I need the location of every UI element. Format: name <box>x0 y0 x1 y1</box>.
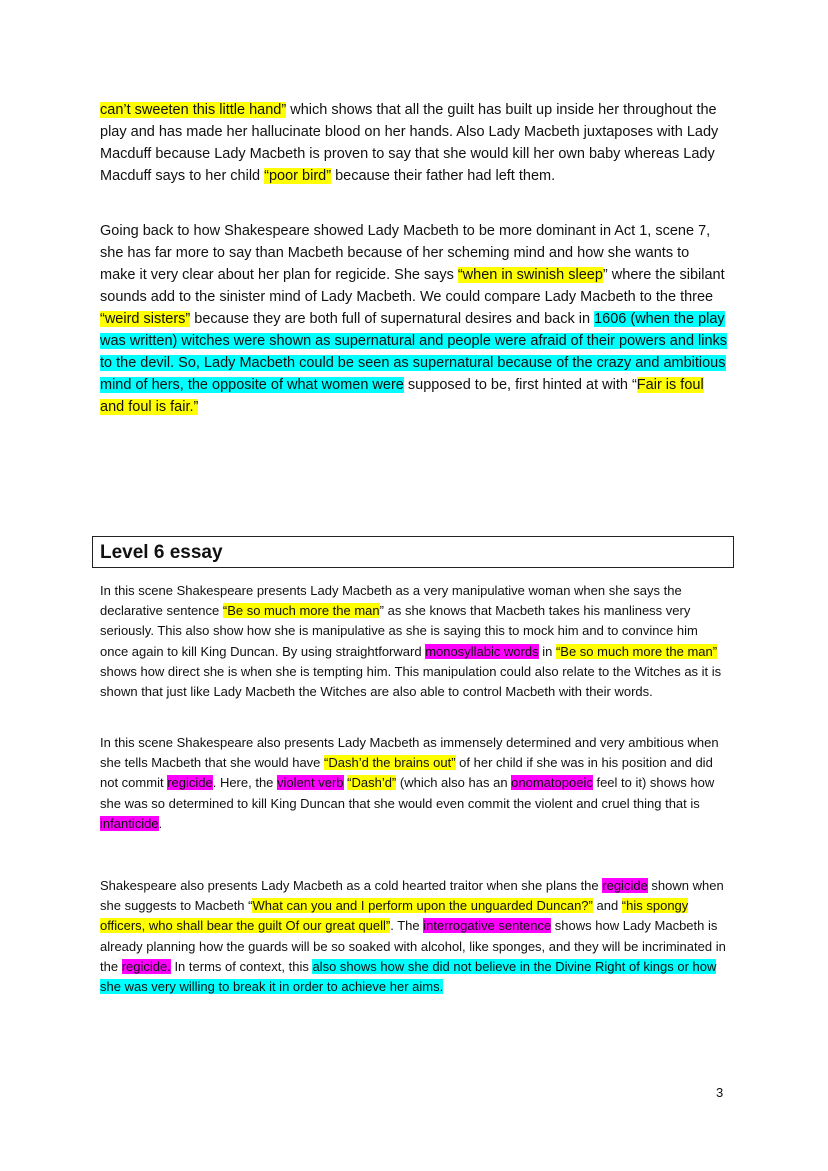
paragraph-text: . <box>158 815 163 831</box>
paragraph-text: of her child if she was in his position and did not commit <box>100 755 713 791</box>
paragraph-text: because their father had left them. <box>331 168 556 184</box>
paragraph-text: . The <box>390 918 424 934</box>
page-number: 3 <box>716 1085 724 1100</box>
quote-highlight: “Be so much more the man <box>222 603 380 619</box>
paragraph-text: and <box>592 898 622 914</box>
paragraph-text: In this scene Shakespeare also presents Lady Macbeth as immensely determined and very ambitious when she tells Macbeth that she would have <box>100 735 719 771</box>
quote-highlight: “weird sisters” <box>100 311 191 327</box>
technique-highlight: violent verb <box>277 775 344 791</box>
section-heading: Level 6 essay <box>100 542 223 563</box>
essay-paragraph-1 <box>100 99 728 187</box>
paragraph-text: in <box>538 643 556 659</box>
paragraph-text: which shows that all the guilt has built up inside her throughout the play and has made her hallucinate blood on her hands. Also Lady Macbeth juxtaposes with Lady Macduff because Lady Macbeth is proven to say that she would kill her own baby whereas Lady Macduff says to her child <box>100 102 719 184</box>
paragraph-text: . Here, the <box>212 775 278 791</box>
paragraph-text: In this scene Shakespeare presents Lady Macbeth as a very manipulative woman when she says the declarative sentence <box>100 583 682 619</box>
quote-highlight: can’t sweeten this little hand” <box>100 102 287 118</box>
quote-highlight: “when in swinish sleep <box>457 267 603 283</box>
quote-highlight: “Dash’d the brains out” <box>324 755 456 771</box>
level6-paragraph-3 <box>100 876 728 997</box>
technique-highlight: regicide <box>167 775 213 791</box>
quote-highlight: “his spongy officers, who shall bear the guilt Of our great quell” <box>100 898 689 934</box>
quote-highlight: Fair is foul and foul is fair.” <box>100 377 704 415</box>
paragraph-text: shown when she suggests to Macbeth “ <box>100 878 724 914</box>
level6-paragraph-2 <box>100 733 728 834</box>
paragraph-text: Shakespeare also presents Lady Macbeth as a cold hearted traitor when she plans the <box>100 878 603 893</box>
essay-paragraph-2 <box>100 220 728 418</box>
paragraph-text: ” as she knows that Macbeth takes his manliness very seriously. This also show how she is manipulative as she is saying this to mock him and to convince him once again to kill King Duncan. By using straightforward <box>100 603 698 659</box>
paragraph-text: shows how direct she is when she is tempting him. This manipulation could also relate to the Witches as it is shown that just like Lady Macbeth the Witches are also able to control Macbeth with their words. <box>100 663 722 700</box>
paragraph-text: In terms of context, this <box>170 958 313 974</box>
paragraph-text: shows how Lady Macbeth is already planning how the guards will be so soaked with alcohol, like sponges, and they will be incriminated in the <box>100 918 726 974</box>
paragraph-text: supposed to be, first hinted at with “ <box>403 377 637 393</box>
paragraph-text: feel to it) shows how she was so determined to kill King Duncan that she would even commit the violent and cruel thing that is <box>100 775 715 811</box>
paragraph-text: ” where the sibilant sounds add to the sinister mind of Lady Macbeth. We could compare Lady Macbeth to the three <box>100 267 725 305</box>
quote-highlight: What can you and I perform upon the unguarded Duncan?” <box>252 898 593 914</box>
context-highlight: also shows how she did not believe in the Divine Right of kings or how she was very willing to break it in order to achieve her aims. <box>100 958 717 995</box>
technique-highlight: infanticide <box>100 815 159 831</box>
section-heading-box <box>92 536 734 568</box>
technique-highlight: onomatopoeic <box>511 775 593 791</box>
context-highlight: 1606 (when the play was written) witches were shown as supernatural and people were afraid of their powers and links to the devil. So, Lady Macbeth could be seen as supernatural because of the crazy and ambitious mind of hers, the opposite of what women were <box>100 311 728 393</box>
paragraph-text: (which also has an <box>396 775 512 791</box>
level6-paragraph-1 <box>100 581 728 702</box>
paragraph-text: Going back to how Shakespeare showed Lady Macbeth to be more dominant in Act 1, scene 7, she has far more to say than Macbeth because of her scheming mind and how she wants to make it very clear about her plan for regicide. She says <box>100 223 711 283</box>
quote-highlight: “Be so much more the man” <box>555 643 718 659</box>
technique-highlight: interrogative sentence <box>423 918 552 934</box>
technique-highlight: regicide. <box>121 958 171 974</box>
technique-highlight: regicide <box>602 878 648 893</box>
quote-highlight: “poor bird” <box>264 168 332 184</box>
paragraph-text: because they are both full of supernatural desires and back in <box>190 311 595 327</box>
technique-highlight: monosyllabic words <box>425 643 539 659</box>
quote-highlight: “Dash’d” <box>347 775 397 791</box>
